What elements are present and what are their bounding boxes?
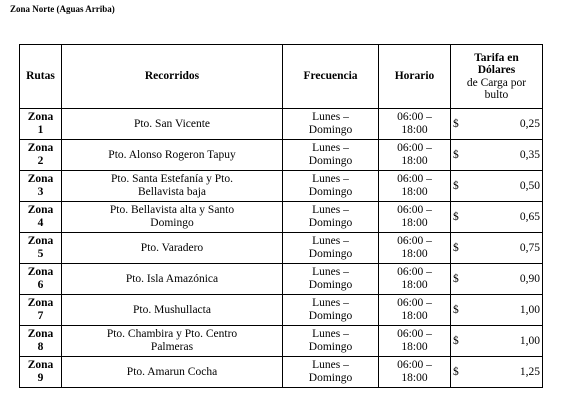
price-value: 0,50 bbox=[519, 179, 540, 192]
zone-number: 4 bbox=[37, 217, 44, 229]
schedule-start: 06:00 – bbox=[397, 235, 432, 247]
frequency-line2: Domingo bbox=[308, 217, 353, 229]
frequency-cell bbox=[283, 202, 379, 233]
schedule-cell bbox=[379, 233, 451, 264]
schedule-end: 18:00 bbox=[401, 341, 428, 353]
zone-cell bbox=[20, 202, 62, 233]
header-tarifa-line4: bulto bbox=[484, 89, 509, 101]
route-line1: Pto. Chambira y Pto. Centro bbox=[106, 328, 238, 340]
zone-number: 1 bbox=[37, 124, 44, 136]
price-cell bbox=[451, 233, 543, 264]
frequency-line2: Domingo bbox=[308, 310, 353, 322]
price-value: 1,25 bbox=[519, 365, 540, 378]
table-row bbox=[20, 171, 543, 202]
price-cell bbox=[451, 171, 543, 202]
route-cell bbox=[62, 171, 283, 202]
zone-cell bbox=[20, 140, 62, 171]
zone-label: Zona bbox=[27, 142, 54, 154]
frequency-line2: Domingo bbox=[308, 341, 353, 353]
price-cell bbox=[451, 109, 543, 140]
zone-cell bbox=[20, 357, 62, 388]
schedule-end: 18:00 bbox=[401, 248, 428, 260]
route-line1: Pto. Amarun Cocha bbox=[126, 365, 218, 378]
schedule-end: 18:00 bbox=[401, 310, 428, 322]
schedule-cell bbox=[379, 295, 451, 326]
frequency-cell bbox=[283, 140, 379, 171]
frequency-cell bbox=[283, 357, 379, 388]
frequency-line2: Domingo bbox=[308, 279, 353, 291]
frequency-line2: Domingo bbox=[308, 248, 353, 260]
zone-cell bbox=[20, 295, 62, 326]
currency-symbol: $ bbox=[453, 272, 459, 285]
zone-cell bbox=[20, 264, 62, 295]
frequency-cell bbox=[283, 295, 379, 326]
schedule-start: 06:00 – bbox=[397, 173, 432, 185]
header-horario: Horario bbox=[379, 45, 451, 109]
schedule-start: 06:00 – bbox=[397, 142, 432, 154]
schedule-start: 06:00 – bbox=[397, 359, 432, 371]
frequency-cell bbox=[283, 233, 379, 264]
route-line1: Pto. Alonso Rogeron Tapuy bbox=[108, 148, 236, 161]
zone-label: Zona bbox=[27, 111, 54, 123]
schedule-end: 18:00 bbox=[401, 186, 428, 198]
table-row bbox=[20, 202, 543, 233]
price-value: 1,00 bbox=[519, 303, 540, 316]
route-line2: Bellavista baja bbox=[137, 186, 207, 198]
price-value: 0,90 bbox=[519, 272, 540, 285]
frequency-line2: Domingo bbox=[308, 372, 353, 384]
schedule-end: 18:00 bbox=[401, 217, 428, 229]
zone-number: 2 bbox=[37, 155, 44, 167]
currency-symbol: $ bbox=[453, 148, 459, 161]
frequency-line1: Lunes – bbox=[312, 328, 349, 340]
zone-number: 9 bbox=[37, 372, 44, 384]
header-tarifa-line3: de Carga por bbox=[466, 76, 527, 89]
frequency-line2: Domingo bbox=[308, 155, 353, 167]
header-tarifa bbox=[451, 45, 543, 109]
frequency-line2: Domingo bbox=[308, 124, 353, 136]
currency-symbol: $ bbox=[453, 179, 459, 192]
header-tarifa-line2: Dólares bbox=[477, 64, 516, 76]
route-line1: Pto. Isla Amazónica bbox=[125, 272, 219, 285]
route-line1: Pto. San Vicente bbox=[133, 117, 211, 130]
zone-cell bbox=[20, 326, 62, 357]
frequency-cell bbox=[283, 109, 379, 140]
frequency-line1: Lunes – bbox=[312, 266, 349, 278]
price-cell bbox=[451, 295, 543, 326]
price-value: 0,65 bbox=[519, 210, 540, 223]
header-row bbox=[20, 45, 543, 109]
zone-number: 6 bbox=[37, 279, 44, 291]
route-cell bbox=[62, 357, 283, 388]
route-cell bbox=[62, 264, 283, 295]
price-cell bbox=[451, 264, 543, 295]
frequency-line1: Lunes – bbox=[312, 142, 349, 154]
zone-label: Zona bbox=[27, 266, 54, 278]
zone-label: Zona bbox=[27, 359, 54, 371]
currency-symbol: $ bbox=[453, 365, 459, 378]
price-cell bbox=[451, 140, 543, 171]
zone-label: Zona bbox=[27, 173, 54, 185]
schedule-cell bbox=[379, 140, 451, 171]
schedule-start: 06:00 – bbox=[397, 328, 432, 340]
route-cell bbox=[62, 140, 283, 171]
route-cell bbox=[62, 295, 283, 326]
zone-number: 3 bbox=[37, 186, 44, 198]
route-line1: Pto. Varadero bbox=[140, 241, 204, 254]
currency-symbol: $ bbox=[453, 241, 459, 254]
zone-label: Zona bbox=[27, 235, 54, 247]
price-value: 0,25 bbox=[519, 117, 540, 130]
schedule-cell bbox=[379, 326, 451, 357]
frequency-line1: Lunes – bbox=[312, 204, 349, 216]
frequency-line1: Lunes – bbox=[312, 297, 349, 309]
frequency-line1: Lunes – bbox=[312, 173, 349, 185]
currency-symbol: $ bbox=[453, 117, 459, 130]
route-cell bbox=[62, 233, 283, 264]
header-recorridos: Recorridos bbox=[62, 45, 283, 109]
frequency-line1: Lunes – bbox=[312, 359, 349, 371]
schedule-cell bbox=[379, 264, 451, 295]
table-row bbox=[20, 140, 543, 171]
price-value: 1,00 bbox=[519, 334, 540, 347]
schedule-cell bbox=[379, 202, 451, 233]
route-line1: Pto. Mushullacta bbox=[133, 303, 211, 316]
table-row bbox=[20, 109, 543, 140]
frequency-cell bbox=[283, 264, 379, 295]
schedule-start: 06:00 – bbox=[397, 297, 432, 309]
table-row bbox=[20, 357, 543, 388]
zone-cell bbox=[20, 233, 62, 264]
schedule-cell bbox=[379, 109, 451, 140]
frequency-cell bbox=[283, 326, 379, 357]
schedule-start: 06:00 – bbox=[397, 111, 432, 123]
price-cell bbox=[451, 202, 543, 233]
header-rutas: Rutas bbox=[20, 45, 62, 109]
frequency-cell bbox=[283, 171, 379, 202]
route-line1: Pto. Santa Estefanía y Pto. bbox=[110, 173, 233, 185]
zone-number: 8 bbox=[37, 341, 44, 353]
schedule-end: 18:00 bbox=[401, 279, 428, 291]
frequency-line1: Lunes – bbox=[312, 235, 349, 247]
zone-label: Zona bbox=[27, 204, 54, 216]
zone-title: Zona Norte (Aguas Arriba) bbox=[10, 4, 115, 14]
frequency-line1: Lunes – bbox=[312, 111, 349, 123]
route-line2: Palmeras bbox=[150, 341, 194, 353]
route-cell bbox=[62, 202, 283, 233]
frequency-line2: Domingo bbox=[308, 186, 353, 198]
route-cell bbox=[62, 109, 283, 140]
table-row bbox=[20, 233, 543, 264]
zone-cell bbox=[20, 109, 62, 140]
price-value: 0,75 bbox=[519, 241, 540, 254]
schedule-cell bbox=[379, 171, 451, 202]
zone-cell bbox=[20, 171, 62, 202]
zone-label: Zona bbox=[27, 328, 54, 340]
route-cell bbox=[62, 326, 283, 357]
table-row bbox=[20, 326, 543, 357]
route-line2: Domingo bbox=[150, 217, 194, 229]
schedule-start: 06:00 – bbox=[397, 266, 432, 278]
fares-table bbox=[19, 44, 543, 388]
schedule-end: 18:00 bbox=[401, 124, 428, 136]
zone-number: 7 bbox=[37, 310, 44, 322]
schedule-end: 18:00 bbox=[401, 372, 428, 384]
schedule-start: 06:00 – bbox=[397, 204, 432, 216]
currency-symbol: $ bbox=[453, 210, 459, 223]
zone-number: 5 bbox=[37, 248, 44, 260]
price-value: 0,35 bbox=[519, 148, 540, 161]
schedule-end: 18:00 bbox=[401, 155, 428, 167]
price-cell bbox=[451, 357, 543, 388]
table-row bbox=[20, 264, 543, 295]
schedule-cell bbox=[379, 357, 451, 388]
header-tarifa-line1: Tarifa en bbox=[474, 51, 519, 64]
route-line1: Pto. Bellavista alta y Santo bbox=[109, 204, 235, 216]
header-frecuencia: Frecuencia bbox=[283, 45, 379, 109]
table-row bbox=[20, 295, 543, 326]
zone-label: Zona bbox=[27, 297, 54, 309]
currency-symbol: $ bbox=[453, 303, 459, 316]
currency-symbol: $ bbox=[453, 334, 459, 347]
price-cell bbox=[451, 326, 543, 357]
